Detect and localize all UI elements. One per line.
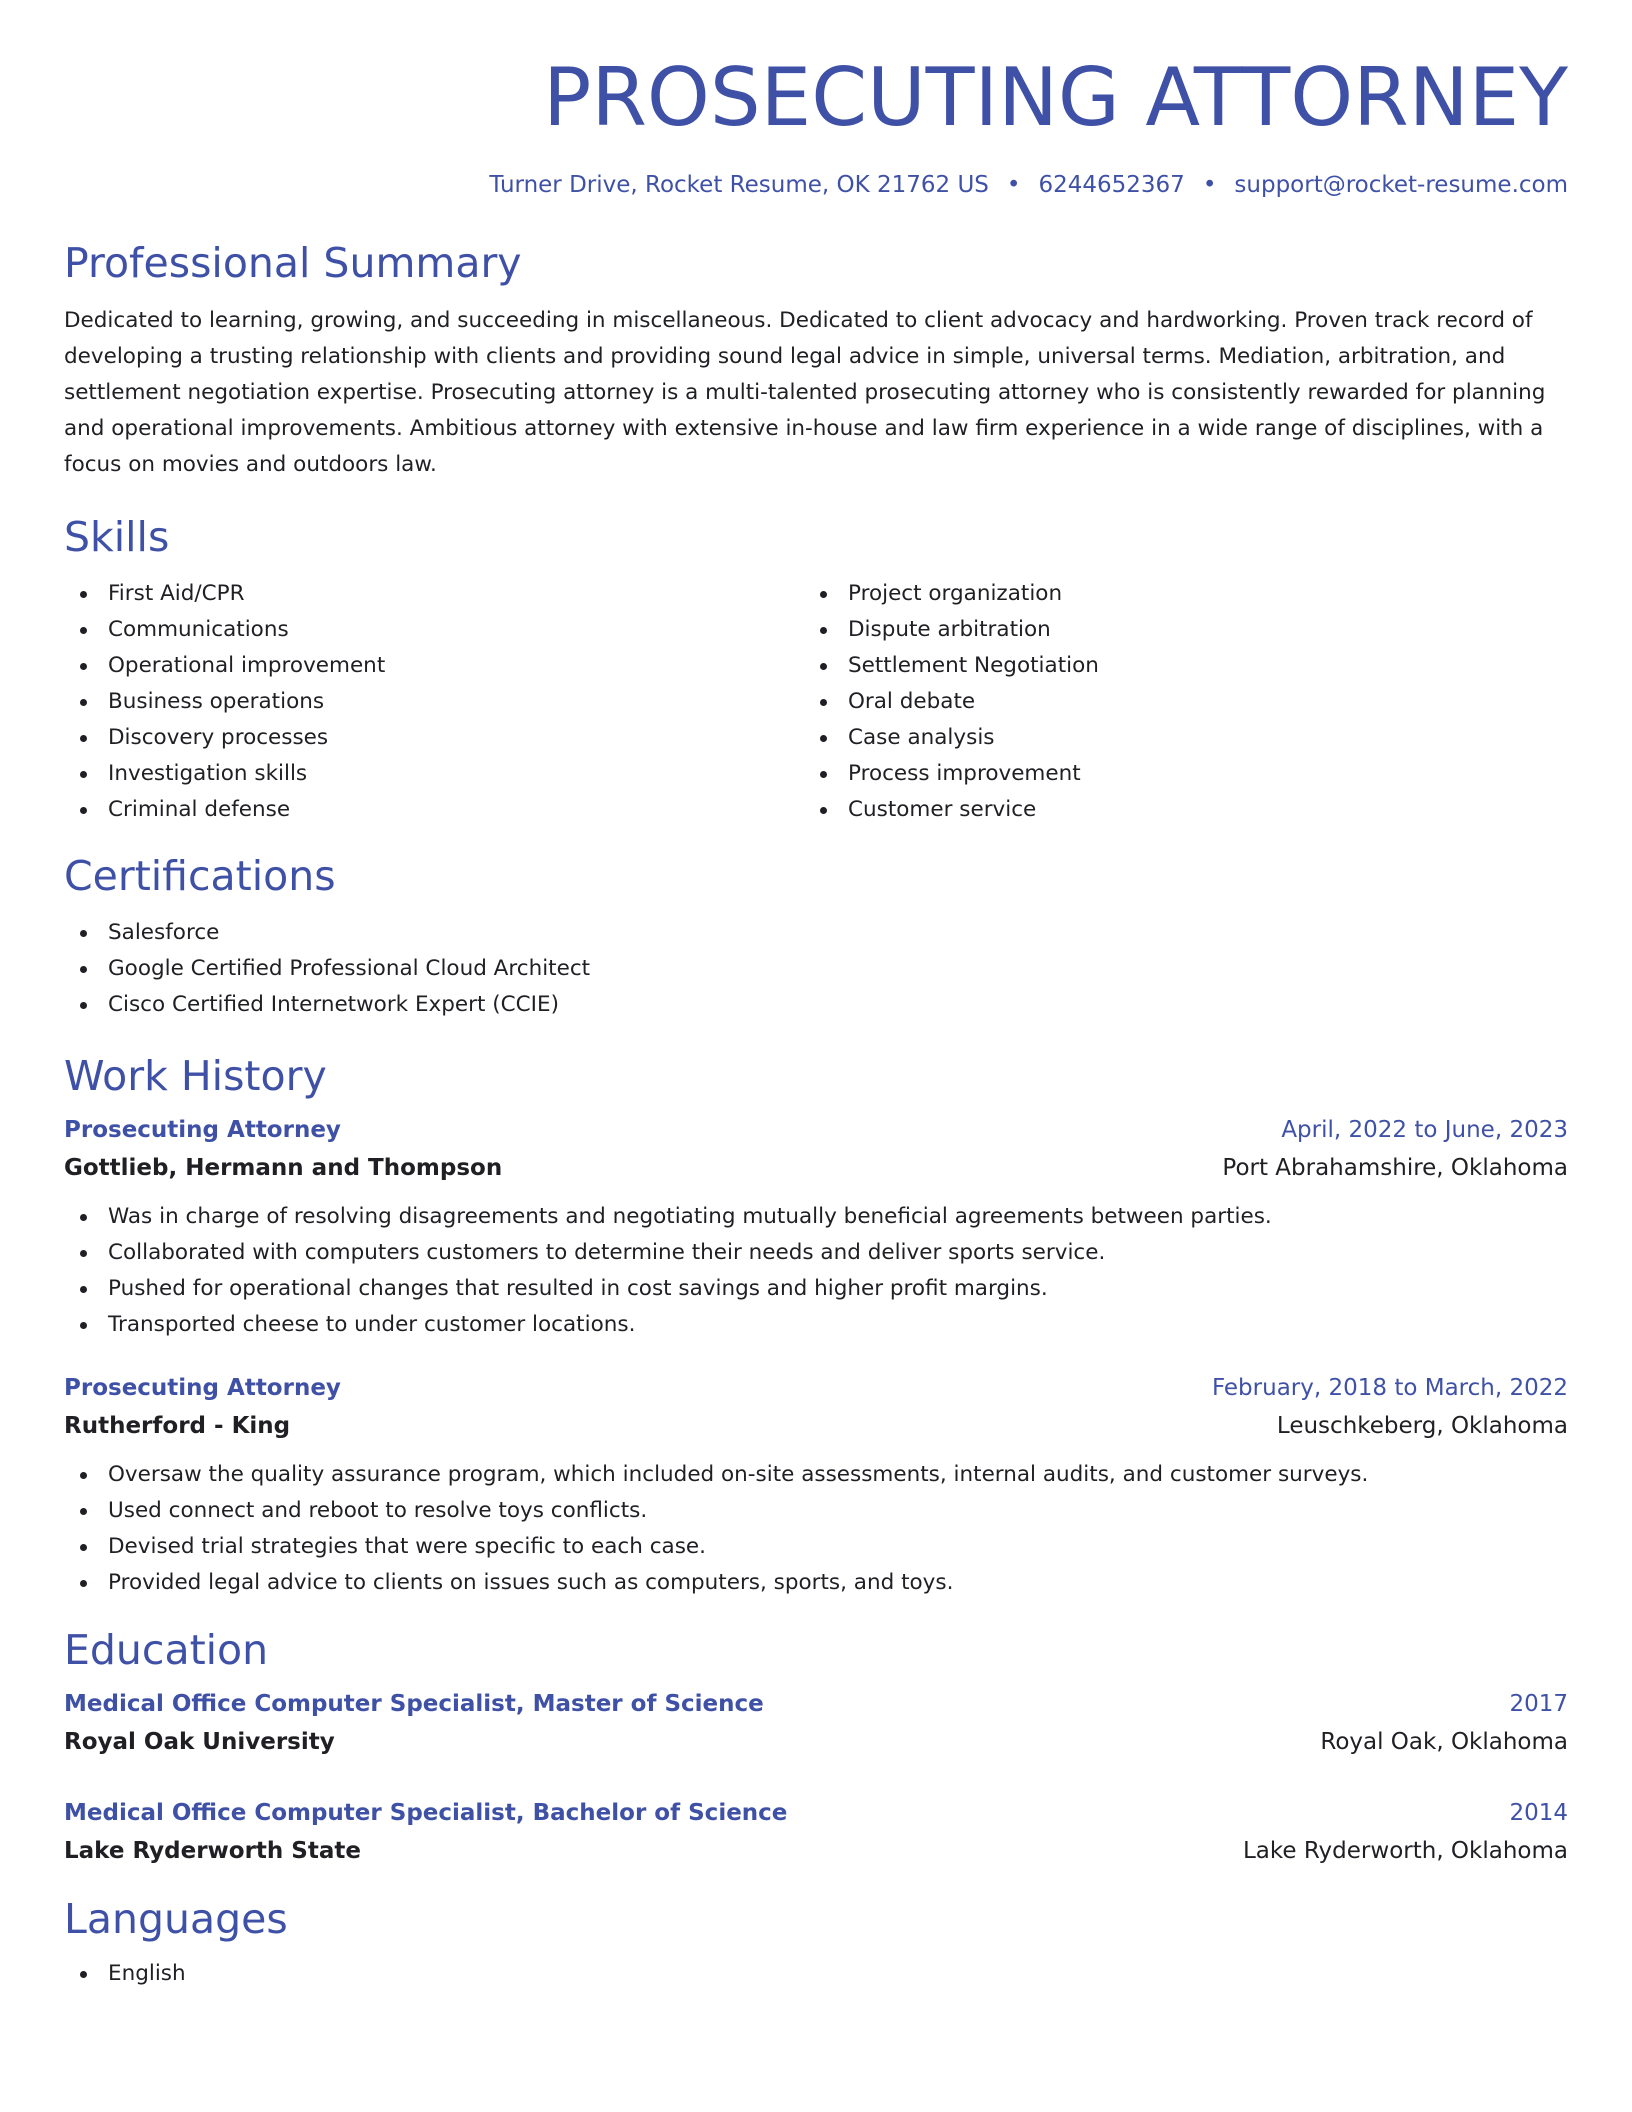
- resume-header: [64, 48, 1568, 200]
- contact-email: support@rocket-resume.com: [1234, 172, 1568, 198]
- education-entry: [64, 1794, 1568, 1870]
- contact-separator: •: [1202, 172, 1217, 198]
- skill-item: Customer service: [804, 792, 1544, 828]
- skill-item: Dispute arbitration: [804, 612, 1544, 648]
- skill-item: Operational improvement: [64, 648, 804, 684]
- education-heading: Education: [64, 1626, 269, 1674]
- job-duty-item: Oversaw the quality assurance program, which included on-site assessments, internal audits, and customer surveys.: [64, 1457, 1568, 1493]
- skills-list-right: [804, 576, 1544, 828]
- education-header-row: [64, 1794, 1568, 1832]
- education-entry: [64, 1685, 1568, 1761]
- education-school-row: [64, 1832, 1568, 1870]
- job-company-row: [64, 1407, 1568, 1445]
- summary-text: Dedicated to learning, growing, and succeeding in miscellaneous. Dedicated to client advocacy and hardworking. Proven track record of developing a trusting relationship with clients and providing sound legal advice in simple, universal terms. Mediation, arbitration, and settlement negotiation expertise. Prosecuting attorney is a multi-talented prosecuting attorney who is consistently rewarded for planning and operational improvements. Ambitious attorney with extensive in-house and law firm experience in a wide range of disciplines, with a focus on movies and outdoors law.: [64, 308, 1546, 477]
- education-year: 2014: [1509, 1800, 1568, 1826]
- education-year: 2017: [1509, 1691, 1568, 1717]
- skill-item: Investigation skills: [64, 756, 804, 792]
- job-dates: April, 2022 to June, 2023: [1281, 1117, 1568, 1143]
- education-school: Royal Oak University: [64, 1729, 335, 1755]
- contact-line: [64, 170, 1568, 200]
- job-duty-item: Provided legal advice to clients on issues such as computers, sports, and toys.: [64, 1565, 1568, 1601]
- contact-phone: 6244652367: [1038, 172, 1185, 198]
- job-duty-item: Transported cheese to under customer locations.: [64, 1307, 1568, 1343]
- skill-item: Case analysis: [804, 720, 1544, 756]
- job-company: Rutherford - King: [64, 1413, 291, 1439]
- skill-item: Settlement Negotiation: [804, 648, 1544, 684]
- job-duty-item: Devised trial strategies that were specific to each case.: [64, 1529, 1568, 1565]
- summary-heading: Professional Summary: [64, 239, 522, 287]
- job-title: Prosecuting Attorney: [64, 1117, 341, 1143]
- job-duty-item: Collaborated with computers customers to determine their needs and deliver sports service.: [64, 1235, 1568, 1271]
- education-school-row: [64, 1723, 1568, 1761]
- job-company-row: [64, 1149, 1568, 1187]
- skill-item: Business operations: [64, 684, 804, 720]
- skill-item: Project organization: [804, 576, 1544, 612]
- education-location: Lake Ryderworth, Oklahoma: [1242, 1838, 1568, 1864]
- job-location: Leuschkeberg, Oklahoma: [1276, 1413, 1568, 1439]
- languages-heading: Languages: [64, 1895, 288, 1943]
- skill-item: Discovery processes: [64, 720, 804, 756]
- skill-item: Oral debate: [804, 684, 1544, 720]
- certification-item: Cisco Certified Internetwork Expert (CCIE): [64, 987, 1568, 1023]
- job-duties: [64, 1457, 1568, 1601]
- contact-separator: •: [1006, 172, 1021, 198]
- languages-list: [64, 1956, 1568, 1992]
- job-title: Prosecuting Attorney: [64, 1375, 341, 1401]
- certifications-heading: Certifications: [64, 852, 336, 900]
- skill-item: First Aid/CPR: [64, 576, 804, 612]
- job-entry: [64, 1111, 1568, 1343]
- job-company: Gottlieb, Hermann and Thompson: [64, 1155, 503, 1181]
- education-location: Royal Oak, Oklahoma: [1320, 1729, 1568, 1755]
- work-history-heading: Work History: [64, 1052, 327, 1100]
- contact-address: Turner Drive, Rocket Resume, OK 21762 US: [489, 172, 989, 198]
- skills-columns: [64, 576, 1568, 828]
- skill-item: Communications: [64, 612, 804, 648]
- job-header-row: [64, 1111, 1568, 1149]
- job-entry: [64, 1369, 1568, 1601]
- skills-heading: Skills: [64, 513, 170, 561]
- job-location: Port Abrahamshire, Oklahoma: [1222, 1155, 1568, 1181]
- job-duty-item: Used connect and reboot to resolve toys conflicts.: [64, 1493, 1568, 1529]
- language-item: English: [64, 1956, 1568, 1992]
- job-header-row: [64, 1369, 1568, 1407]
- job-duty-item: Was in charge of resolving disagreements and negotiating mutually beneficial agreements between parties.: [64, 1199, 1568, 1235]
- education-header-row: [64, 1685, 1568, 1723]
- education-degree: Medical Office Computer Specialist, Bachelor of Science: [64, 1800, 788, 1826]
- skills-list-left: [64, 576, 804, 828]
- job-duties: [64, 1199, 1568, 1343]
- education-school: Lake Ryderworth State: [64, 1838, 361, 1864]
- certification-item: Google Certified Professional Cloud Architect: [64, 951, 1568, 987]
- certifications-list: [64, 915, 1568, 1023]
- skill-item: Criminal defense: [64, 792, 804, 828]
- certification-item: Salesforce: [64, 915, 1568, 951]
- education-degree: Medical Office Computer Specialist, Master of Science: [64, 1691, 764, 1717]
- job-duty-item: Pushed for operational changes that resulted in cost savings and higher profit margins.: [64, 1271, 1568, 1307]
- job-dates: February, 2018 to March, 2022: [1211, 1375, 1568, 1401]
- candidate-name: PROSECUTING ATTORNEY: [543, 51, 1568, 144]
- skill-item: Process improvement: [804, 756, 1544, 792]
